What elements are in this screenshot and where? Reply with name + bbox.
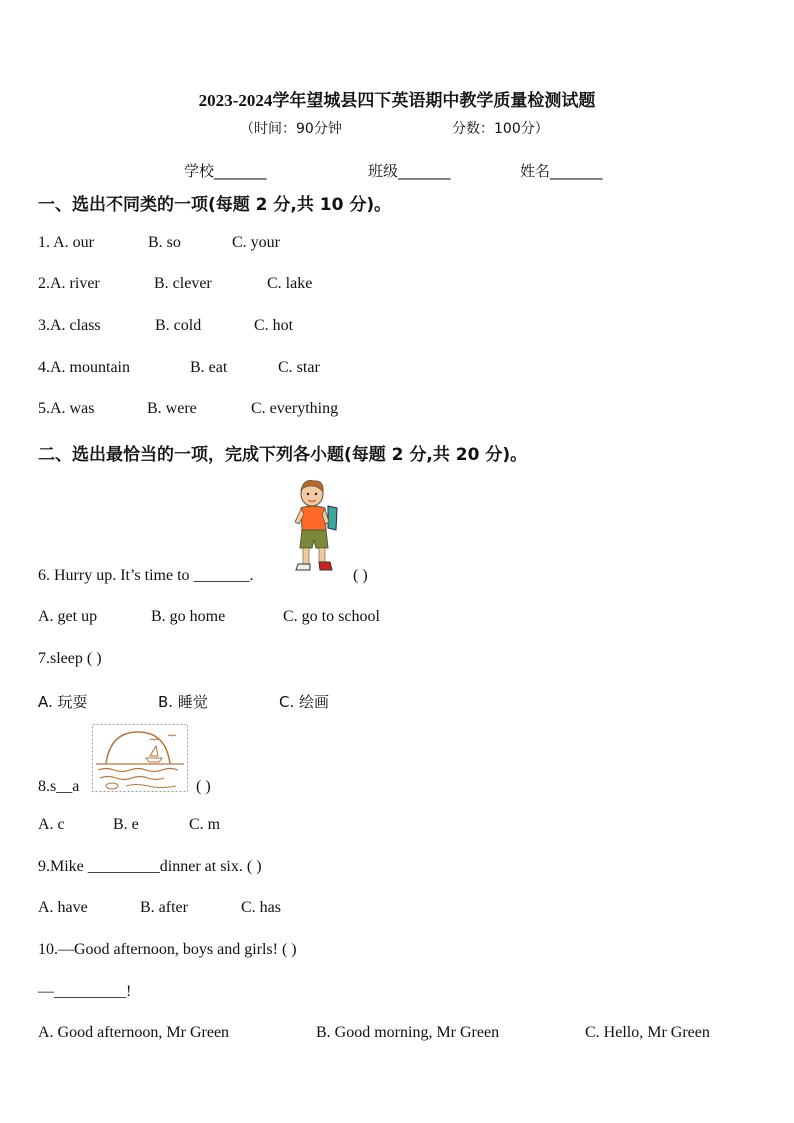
section-2-heading: 二、选出最恰当的一项，完成下列各小题(每题 2 分,共 20 分)。 <box>38 445 528 465</box>
q7-option-c: C. 绘画 <box>279 693 330 711</box>
q10-stem: 10.—Good afternoon, boys and girls! ( ) <box>38 941 297 958</box>
q1-option-c: C. your <box>232 234 280 251</box>
q5-option-c: C. everything <box>251 400 339 417</box>
section-1-heading: 一、选出不同类的一项(每题 2 分,共 10 分)。 <box>38 195 392 215</box>
schoolboy-illustration <box>290 478 340 578</box>
q3-option-b: B. cold <box>155 317 202 334</box>
q8-stem: 8.s__a <box>38 778 80 795</box>
q3-option-a: 3.A. class <box>38 317 101 334</box>
q2-option-a: 2.A. river <box>38 275 100 292</box>
q9-option-c: C. has <box>241 899 281 916</box>
q9-option-b: B. after <box>140 899 188 916</box>
q7-option-b: B. 睡觉 <box>158 693 208 711</box>
q2-option-c: C. lake <box>267 275 313 292</box>
q3-option-c: C. hot <box>254 317 294 334</box>
class-field: 班级_______ <box>368 162 451 180</box>
q8-option-c: C. m <box>189 816 221 833</box>
q10-option-a: A. Good afternoon, Mr Green <box>38 1024 230 1041</box>
page-title: 2023-2024学年望城县四下英语期中教学质量检测试题 <box>198 91 596 110</box>
school-field: 学校_______ <box>184 162 267 180</box>
q2-option-b: B. clever <box>154 275 212 292</box>
q8-option-a: A. c <box>38 816 65 833</box>
q5-option-a: 5.A. was <box>38 400 95 417</box>
q6-answer-paren: ( ) <box>353 567 368 584</box>
q8-option-b: B. e <box>113 816 139 833</box>
q7-stem: 7.sleep ( ) <box>38 650 102 667</box>
q10-option-c: C. Hello, Mr Green <box>585 1024 710 1041</box>
exam-time: （时间：90分钟 <box>240 121 342 137</box>
name-field: 姓名_______ <box>520 162 603 180</box>
q10-option-b: B. Good morning, Mr Green <box>316 1024 500 1041</box>
q4-option-a: 4.A. mountain <box>38 359 130 376</box>
q4-option-c: C. star <box>278 359 320 376</box>
q8-answer-paren: ( ) <box>196 778 211 795</box>
q4-option-b: B. eat <box>190 359 228 376</box>
exam-score: 分数：100分） <box>452 121 549 137</box>
q1-option-b: B. so <box>148 234 181 251</box>
q9-option-a: A. have <box>38 899 88 916</box>
q6-option-b: B. go home <box>151 608 226 625</box>
q9-stem: 9.Mike _________dinner at six. ( ) <box>38 858 262 875</box>
q6-option-a: A. get up <box>38 608 98 625</box>
q6-stem: 6. Hurry up. It’s time to _______. <box>38 567 254 584</box>
sea-sunset-illustration <box>92 724 188 792</box>
q10-reply-blank: —_________! <box>38 983 132 1000</box>
q1-option-a: 1. A. our <box>38 234 94 251</box>
q7-option-a: A. 玩耍 <box>38 693 88 711</box>
q6-option-c: C. go to school <box>283 608 380 625</box>
q5-option-b: B. were <box>147 400 197 417</box>
